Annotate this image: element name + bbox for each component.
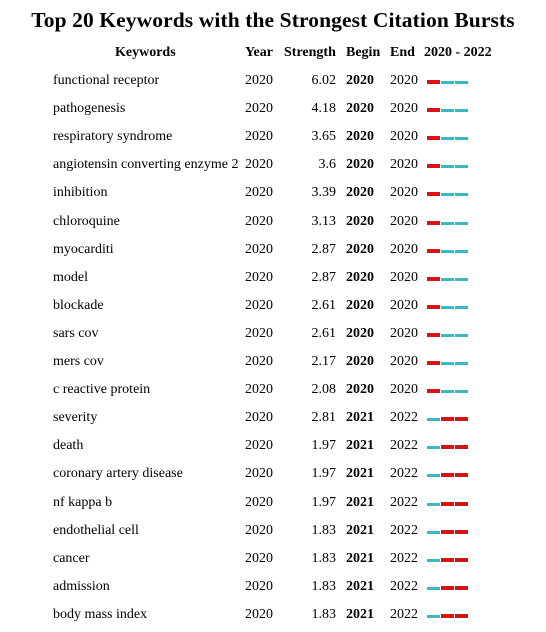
year-cell: 2020 [245,185,273,201]
timeline-segment [427,615,440,618]
table-row [0,296,546,316]
burst-timeline [424,296,472,316]
burst-timeline [424,408,472,428]
table-row [0,99,546,119]
end-cell: 2020 [390,382,418,398]
year-cell: 2020 [245,550,273,566]
timeline-segment [455,193,468,196]
end-cell: 2020 [390,157,418,173]
end-cell: 2022 [390,522,418,538]
year-cell: 2020 [245,325,273,341]
strength-cell: 4.18 [311,101,336,117]
burst-segment [427,80,440,84]
year-cell: 2020 [245,269,273,285]
strength-cell: 2.61 [311,297,336,313]
burst-segment [441,502,454,506]
year-cell: 2020 [245,354,273,369]
timeline-segment [427,474,440,477]
timeline-segment [455,390,468,393]
burst-segment [427,361,440,365]
timeline-segment [455,250,468,253]
year-cell: 2020 [245,382,273,398]
burst-segment [455,586,468,590]
strength-cell: 1.83 [311,550,336,566]
begin-cell: 2021 [346,466,374,482]
burst-timeline [424,464,472,484]
timeline-segment [455,278,468,281]
keyword-cell: admission [53,578,110,594]
header-keywords: Keywords [115,45,176,60]
year-cell: 2020 [245,466,273,482]
timeline-segment [441,334,454,337]
table-row [0,212,546,232]
timeline-segment [441,222,454,225]
keyword-cell: model [53,269,88,285]
table-row [0,464,546,484]
burst-segment [455,530,468,534]
chart-title: Top 20 Keywords with the Strongest Citation Bursts [31,8,515,32]
burst-segment [455,614,468,618]
burst-segment [441,445,454,449]
keyword-cell: severity [53,410,98,426]
end-cell: 2022 [390,550,418,566]
keyword-cell: endothelial cell [53,522,139,538]
end-cell: 2022 [390,578,418,594]
timeline-segment [455,165,468,168]
year-cell: 2020 [245,410,273,426]
timeline-segment [455,362,468,365]
year-cell: 2020 [245,494,273,510]
strength-cell: 2.61 [311,325,336,341]
burst-segment [455,558,468,562]
burst-segment [427,333,440,337]
burst-segment [441,586,454,590]
burst-segment [455,473,468,477]
strength-cell: 1.83 [311,522,336,538]
timeline-segment [441,109,454,112]
table-row [0,155,546,175]
timeline-segment [427,531,440,534]
end-cell: 2022 [390,466,418,482]
header-range: 2020 - 2022 [424,45,492,60]
timeline-segment [455,334,468,337]
timeline-segment [441,362,454,365]
table-row [0,268,546,288]
keyword-cell: cancer [53,550,90,566]
burst-timeline [424,380,472,400]
strength-cell: 1.97 [311,438,336,454]
burst-segment [427,389,440,393]
begin-cell: 2020 [346,213,374,229]
header-begin: Begin [346,45,381,60]
burst-timeline [424,436,472,456]
table-row [0,71,546,91]
timeline-segment [441,278,454,281]
strength-cell: 3.65 [311,129,336,145]
end-cell: 2020 [390,241,418,257]
begin-cell: 2021 [346,578,374,594]
burst-segment [441,417,454,421]
end-cell: 2020 [390,185,418,201]
begin-cell: 2021 [346,494,374,510]
strength-cell: 6.02 [311,73,336,88]
burst-timeline [424,155,472,175]
begin-cell: 2021 [346,438,374,454]
strength-cell: 2.17 [311,354,336,369]
burst-segment [427,221,440,225]
keyword-cell: pathogenesis [53,101,126,117]
burst-segment [427,305,440,309]
timeline-segment [427,587,440,590]
burst-timeline [424,71,472,91]
keyword-cell: respiratory syndrome [53,129,173,145]
keyword-cell: blockade [53,297,104,313]
table-row [0,352,546,372]
burst-timeline [424,493,472,513]
strength-cell: 3.6 [318,157,336,173]
keyword-cell: myocarditi [53,241,114,257]
timeline-segment [441,137,454,140]
table-row [0,240,546,260]
table-row [0,605,546,625]
table-row [0,521,546,541]
timeline-segment [455,222,468,225]
year-cell: 2020 [245,438,273,454]
keyword-cell: inhibition [53,185,108,201]
timeline-segment [427,446,440,449]
header-end: End [390,45,415,60]
keyword-cell: functional receptor [53,73,160,88]
year-cell: 2020 [245,73,273,88]
burst-timeline [424,99,472,119]
strength-cell: 1.83 [311,578,336,594]
begin-cell: 2020 [346,185,374,201]
burst-timeline [424,605,472,625]
timeline-segment [441,250,454,253]
table-row [0,324,546,344]
strength-cell: 1.97 [311,466,336,482]
keyword-cell: angiotensin converting enzyme 2 [53,157,239,173]
year-cell: 2020 [245,157,273,173]
strength-cell: 2.87 [311,269,336,285]
keyword-cell: nf kappa b [53,494,113,510]
begin-cell: 2020 [346,325,374,341]
timeline-segment [427,418,440,421]
end-cell: 2020 [390,73,418,88]
strength-cell: 2.08 [311,382,336,398]
begin-cell: 2020 [346,354,374,369]
burst-segment [427,164,440,168]
begin-cell: 2020 [346,157,374,173]
table-row [0,493,546,513]
begin-cell: 2021 [346,522,374,538]
timeline-segment [441,390,454,393]
end-cell: 2020 [390,213,418,229]
begin-cell: 2020 [346,382,374,398]
end-cell: 2020 [390,101,418,117]
strength-cell: 3.13 [311,213,336,229]
table-row [0,436,546,456]
burst-segment [441,614,454,618]
timeline-segment [441,81,454,84]
burst-segment [427,192,440,196]
strength-cell: 1.83 [311,606,336,622]
table-row [0,549,546,569]
burst-timeline [424,521,472,541]
end-cell: 2022 [390,410,418,426]
year-cell: 2020 [245,101,273,117]
burst-segment [455,417,468,421]
keyword-cell: c reactive protein [53,382,151,398]
keyword-cell: coronary artery disease [53,466,183,482]
burst-timeline [424,127,472,147]
end-cell: 2022 [390,606,418,622]
begin-cell: 2020 [346,241,374,257]
year-cell: 2020 [245,129,273,145]
end-cell: 2020 [390,129,418,145]
strength-cell: 2.87 [311,241,336,257]
timeline-segment [441,193,454,196]
burst-timeline [424,268,472,288]
table-row [0,380,546,400]
burst-timeline [424,324,472,344]
begin-cell: 2021 [346,550,374,566]
begin-cell: 2021 [346,606,374,622]
table-row [0,577,546,597]
burst-segment [427,277,440,281]
timeline-segment [455,306,468,309]
keyword-cell: chloroquine [53,213,120,229]
burst-segment [441,558,454,562]
year-cell: 2020 [245,297,273,313]
end-cell: 2022 [390,494,418,510]
keyword-cell: death [53,438,84,454]
burst-timeline [424,577,472,597]
begin-cell: 2020 [346,297,374,313]
burst-timeline [424,240,472,260]
begin-cell: 2020 [346,129,374,145]
strength-cell: 2.81 [311,410,336,426]
timeline-segment [427,559,440,562]
keyword-cell: mers cov [53,354,104,369]
timeline-segment [455,81,468,84]
burst-segment [427,136,440,140]
year-cell: 2020 [245,522,273,538]
keyword-cell: body mass index [53,606,148,622]
table-row [0,408,546,428]
end-cell: 2020 [390,354,418,369]
keyword-cell: sars cov [53,325,99,341]
burst-segment [441,473,454,477]
strength-cell: 1.97 [311,494,336,510]
begin-cell: 2021 [346,410,374,426]
begin-cell: 2020 [346,101,374,117]
end-cell: 2020 [390,297,418,313]
burst-timeline [424,212,472,232]
burst-segment [427,249,440,253]
end-cell: 2022 [390,438,418,454]
timeline-segment [455,137,468,140]
table-row [0,127,546,147]
burst-segment [427,108,440,112]
timeline-segment [441,306,454,309]
burst-timeline [424,549,472,569]
timeline-segment [441,165,454,168]
end-cell: 2020 [390,325,418,341]
begin-cell: 2020 [346,73,374,88]
table-row [0,183,546,203]
burst-segment [455,502,468,506]
header-strength: Strength [284,45,336,60]
year-cell: 2020 [245,213,273,229]
year-cell: 2020 [245,606,273,622]
strength-cell: 3.39 [311,185,336,201]
burst-timeline [424,183,472,203]
header-year: Year [245,45,273,60]
timeline-segment [427,503,440,506]
year-cell: 2020 [245,578,273,594]
timeline-segment [455,109,468,112]
end-cell: 2020 [390,269,418,285]
burst-timeline [424,352,472,372]
burst-segment [455,445,468,449]
year-cell: 2020 [245,241,273,257]
begin-cell: 2020 [346,269,374,285]
burst-segment [441,530,454,534]
